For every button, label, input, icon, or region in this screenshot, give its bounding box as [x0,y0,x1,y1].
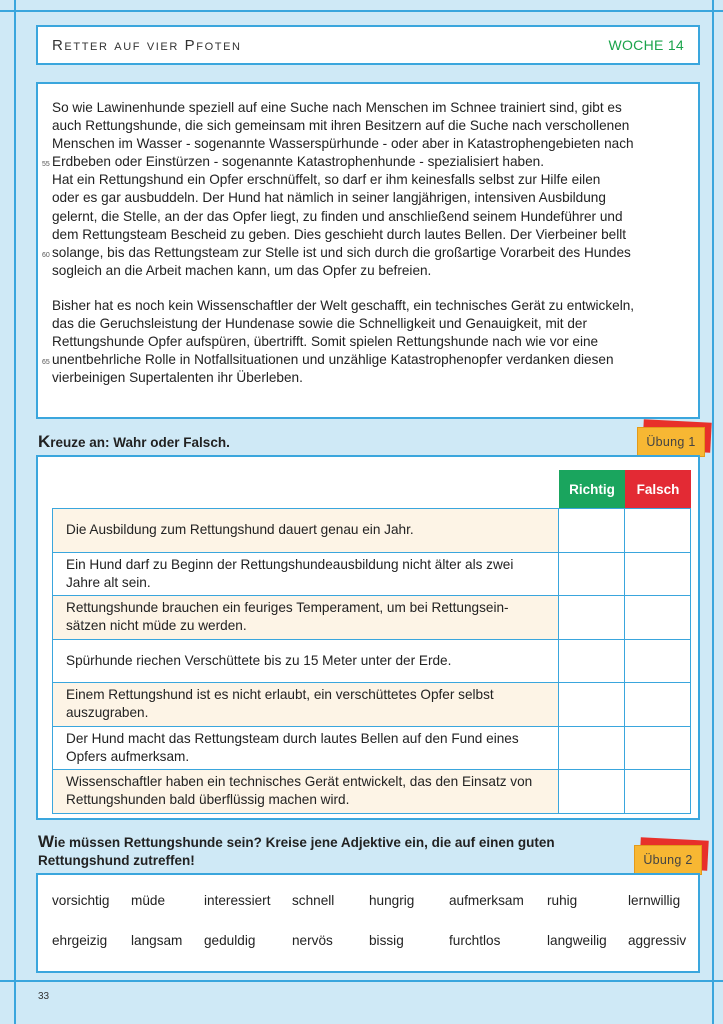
reading-line: das die Geruchsleistung der Hundenase sowie die Schnelligkeit und Genauigkeit, mit der [52,316,588,332]
margin-line-right [712,0,714,1024]
page-title: Retter auf vier Pfoten [52,36,242,54]
adjective-option[interactable]: aggressiv [628,933,687,948]
table-row [52,727,691,771]
exercise2-tag-label: Übung 2 [634,845,702,875]
checkbox-falsch[interactable] [625,683,691,726]
reading-line: vierbeinigen Supertalenten ihr Überleben. [52,370,303,386]
checkbox-falsch[interactable] [625,509,691,552]
exercise2-instruction-line2: Rettungshund zutreffen! [38,853,195,868]
reading-line: Erdbeben oder Einstürzen - sogenannte Katastrophenhunde - spezialisiert haben. 55 [52,153,686,171]
reading-line: Rettungshunde Opfer aufspüren, übertrifft. Somit spielen Rettungshunde nach wie vor eine [52,334,599,350]
adjective-option[interactable]: langsam [131,933,183,948]
margin-line-bottom [0,980,723,982]
table-row [52,553,691,597]
true-false-table [52,508,691,814]
reading-line: Menschen im Wasser - sogenannte Wasserspürhunde - oder aber in Katastrophengebieten nach [52,136,634,152]
adjective-option[interactable]: aufmerksam [449,893,524,908]
checkbox-richtig[interactable] [559,553,625,596]
statement-text: Der Hund macht das Rettungsteam durch lautes Bellen auf den Fund eines Opfers aufmerksam. [52,727,559,770]
statement-text: Spürhunde riechen Verschüttete bis zu 15 Meter unter der Erde. [52,640,559,683]
exercise1-instruction [38,432,230,452]
week-label: WOCHE 14 [608,37,684,53]
statement-text: Einem Rettungshund ist es nicht erlaubt, ein verschüttetes Opfer selbst auszugraben. [52,683,559,726]
checkbox-falsch[interactable] [625,770,691,813]
exercise1-box [36,455,700,820]
table-row [52,640,691,684]
exercise2-instruction-text: ie müssen Rettungshunde sein? Kreise jene Adjektive ein, die auf einen guten [54,835,555,850]
statement-text: Die Ausbildung zum Rettungshund dauert genau ein Jahr. [52,509,559,552]
line-number: 60 [42,251,50,259]
adjective-option[interactable]: geduldig [204,933,256,948]
reading-line: Bisher hat es noch kein Wissenschaftler der Welt geschafft, ein technisches Gerät zu entwickeln, [52,297,635,313]
reading-text-box [36,82,700,419]
reading-line: gelernt, die Stelle, an der das Opfer liegt, zu finden und anschließend seinem Hundeführer und [52,208,623,224]
column-header-falsch: Falsch [625,470,691,508]
adjective-option[interactable]: schnell [292,893,335,908]
table-row [52,770,691,814]
adjective-option[interactable]: ruhig [547,893,578,908]
checkbox-richtig[interactable] [559,509,625,552]
adjective-option[interactable]: müde [131,893,166,908]
checkbox-richtig[interactable] [559,683,625,726]
reading-line: unentbehrliche Rolle in Notfallsituationen und unzählige Katastrophenopfer verdanken diesen 65 [52,351,686,369]
table-row [52,683,691,727]
margin-line-left [14,0,16,1024]
reading-line: dem Rettungsteam Bescheid zu geben. Dies geschieht durch lautes Bellen. Der Vierbeiner bellt [52,226,627,242]
exercise1-tag [637,427,705,457]
checkbox-falsch[interactable] [625,640,691,683]
checkbox-richtig[interactable] [559,640,625,683]
exercise2-tag [634,845,702,875]
reading-line: Hat ein Rettungshund ein Opfer erschnüffelt, so darf er ihm keinesfalls selbst zur Hilfe eilen [52,172,601,188]
exercise1-initial: K [38,432,51,451]
reading-paragraph [42,297,686,387]
reading-line: auch Rettungshunde, die sich gemeinsam mit ihren Besitzern auf die Suche nach verschollenen [52,118,630,134]
exercise2-instruction-line1 [38,833,555,852]
line-number: 55 [42,161,50,169]
reading-line: solange, bis das Rettungsteam zur Stelle ist und sich durch die großartige Vorarbeit des Hundes 60 [52,244,686,262]
column-header-richtig: Richtig [559,470,625,508]
statement-text: Wissenschaftler haben ein technisches Gerät entwickelt, das den Einsatz von Rettungshunden bald überflüssig machen wird. [52,770,559,813]
line-number: 65 [42,359,50,367]
checkbox-richtig[interactable] [559,727,625,770]
reading-line: sogleich an die Arbeit machen kann, um das Opfer zu befreien. [52,262,432,278]
adjective-option[interactable]: bissig [369,933,404,948]
margin-line-top [0,10,723,12]
adjective-option[interactable]: lernwillig [628,893,681,908]
table-row [52,596,691,640]
adjective-option[interactable]: nervös [292,933,333,948]
exercise2-initial: W [38,832,55,851]
exercise2-instruction [38,833,555,870]
checkbox-falsch[interactable] [625,596,691,639]
page-number: 33 [38,991,50,1002]
exercise1-instruction-text: reuze an: Wahr oder Falsch. [50,435,230,450]
checkbox-falsch[interactable] [625,727,691,770]
adjective-option[interactable]: interessiert [204,893,271,908]
statement-text: Ein Hund darf zu Beginn der Rettungshundeausbildung nicht älter als zwei Jahre alt sein. [52,553,559,596]
page-header [36,25,700,65]
reading-paragraph [42,99,686,280]
adjective-option[interactable]: vorsichtig [52,893,110,908]
adjective-option[interactable]: furchtlos [449,933,501,948]
exercise1-tag-label: Übung 1 [637,427,705,457]
checkbox-richtig[interactable] [559,770,625,813]
checkbox-falsch[interactable] [625,553,691,596]
table-row [52,509,691,553]
adjective-option[interactable]: langweilig [547,933,607,948]
reading-line: oder es gar ausbuddeln. Der Hund hat nämlich in seiner langjährigen, intensiven Ausbildung [52,190,606,206]
exercise2-box [36,873,700,973]
statement-text: Rettungshunde brauchen ein feuriges Temperament, um bei Rettungsein-sätzen nicht müde zu werden. [52,596,559,639]
reading-line: So wie Lawinenhunde speziell auf eine Suche nach Menschen im Schnee trainiert sind, gibt es [52,100,622,115]
adjective-option[interactable]: hungrig [369,893,415,908]
checkbox-richtig[interactable] [559,596,625,639]
adjective-option[interactable]: ehrgeizig [52,933,108,948]
